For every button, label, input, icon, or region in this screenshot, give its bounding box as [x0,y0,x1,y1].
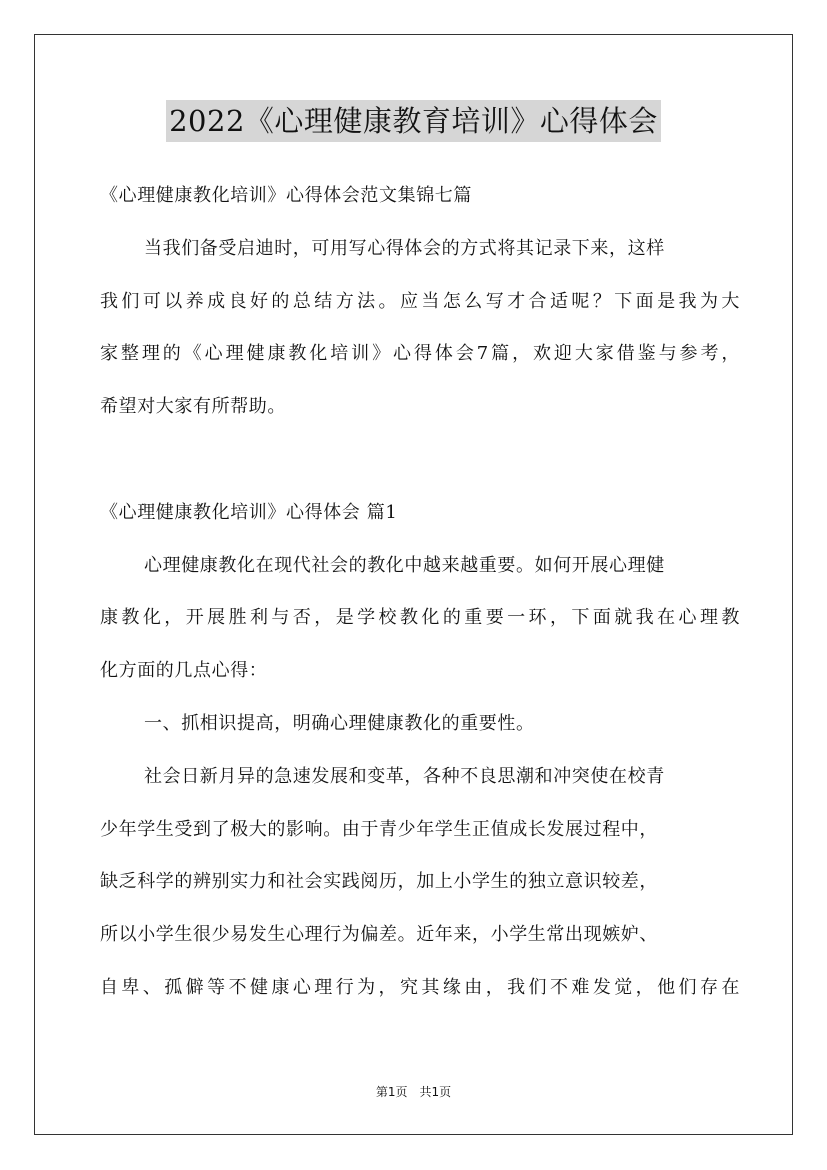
page-footer [0,1083,827,1100]
paragraph-line: 康教化，开展胜利与否，是学校教化的重要一环，下面就我在心理教 [100,607,740,629]
intro-line: 家整理的《心理健康教化培训》心得体会7篇，欢迎大家借鉴与参考， [100,343,740,365]
section-heading: 《心理健康教化培训》心得体会 篇1 [100,501,398,523]
paragraph-gap [100,434,740,487]
title-container [0,100,827,142]
paragraph-line: 社会日新月异的急速发展和变革，各种不良思潮和冲突使在校青 [144,765,665,787]
paragraph-line: 心理健康教化在现代社会的教化中越来越重要。如何开展心理健 [144,554,665,576]
document-body [100,170,740,1015]
document-title: 2022《心理健康教育培训》心得体会 [166,100,661,142]
paragraph-line: 自卑、孤僻等不健康心理行为，究其缘由，我们不难发觉，他们存在 [100,976,740,998]
document-subtitle: 《心理健康教化培训》心得体会范文集锦七篇 [100,185,472,206]
paragraph-line: 缺乏科学的辨别实力和社会实践阅历，加上小学生的独立意识较差， [100,871,658,893]
paragraph-line: 少年学生受到了极大的影响。由于青少年学生正值成长发展过程中， [100,818,658,840]
paragraph-line: 所以小学生很少易发生心理行为偏差。近年来，小学生常出现嫉妒、 [100,924,658,946]
intro-line: 我们可以养成良好的总结方法。应当怎么写才合适呢？下面是我为大 [100,290,740,312]
paragraph-line: 化方面的几点心得： [100,660,268,682]
intro-line: 当我们备受启迪时，可用写心得体会的方式将其记录下来，这样 [144,237,665,259]
page-total: 共1页 [419,1085,452,1099]
point-heading: 一、抓相识提高，明确心理健康教化的重要性。 [144,712,535,734]
page-number: 第1页 [375,1085,408,1099]
intro-line: 希望对大家有所帮助。 [100,396,286,418]
